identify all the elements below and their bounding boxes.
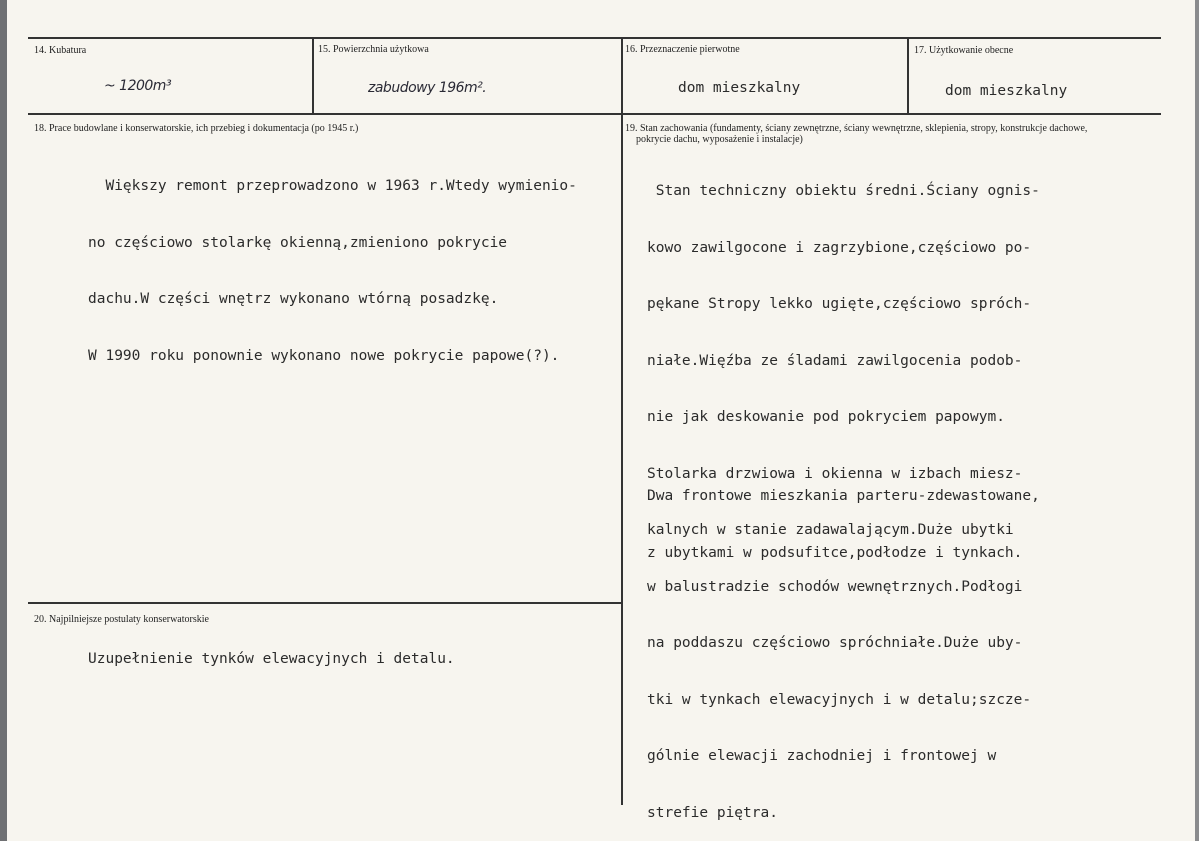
stan-label: 19. Stan zachowania (fundamenty, ściany zewnętrzne, ściany wewnętrzne, sklepienia, stropy, konstrukcje dachowe, bbox=[625, 123, 1088, 134]
text-line: Dwa frontowe mieszkania parteru-zdewastowane, bbox=[647, 488, 1040, 504]
scan-edge bbox=[1195, 0, 1199, 841]
text-line: dachu.W części wnętrz wykonano wtórną posadzkę. bbox=[88, 291, 499, 307]
divider bbox=[28, 113, 1161, 115]
text-line: nie jak deskowanie pod pokryciem papowym. bbox=[647, 409, 1005, 425]
text-line: no częściowo stolarkę okienną,zmieniono pokrycie bbox=[88, 234, 508, 251]
text-line: kalnych w stanie zadawalającym.Duże ubytki bbox=[647, 522, 1014, 538]
text-line: pękane Stropy lekko ugięte,częściowo spróch- bbox=[647, 296, 1032, 312]
powierzchnia-label: 15. Powierzchnia użytkowa bbox=[318, 44, 429, 55]
text-line: Większy remont przeprowadzono w 1963 r.Wtedy wymienio- bbox=[88, 178, 577, 194]
text-line: z ubytkami w podsufitce,podłodze i tynkach. bbox=[647, 544, 1023, 561]
postulaty-label: 20. Najpilniejsze postulaty konserwatorskie bbox=[34, 614, 209, 625]
text-line: strefie piętra. bbox=[647, 804, 778, 821]
przeznaczenie-value: dom mieszkalny bbox=[678, 80, 801, 96]
text-line: W 1990 roku ponownie wykonano nowe pokrycie papowe(?). bbox=[88, 347, 560, 364]
text-line: niałe.Więźba ze śladami zawilgocenia podob- bbox=[647, 352, 1023, 369]
text-line: tki w tynkach elewacyjnych i w detalu;szcze- bbox=[647, 691, 1032, 708]
kubatura-value: ~ 1200m³ bbox=[104, 78, 172, 94]
uzytkowanie-value: dom mieszkalny bbox=[945, 83, 1068, 99]
text-line: Stan techniczny obiektu średni.Ściany ognis- bbox=[647, 183, 1040, 199]
divider bbox=[907, 37, 909, 114]
kubatura-label: 14. Kubatura bbox=[34, 45, 87, 56]
przeznaczenie-label: 16. Przeznaczenie pierwotne bbox=[625, 44, 740, 55]
uzytkowanie-label: 17. Użytkowanie obecne bbox=[914, 45, 1014, 56]
scan-edge bbox=[0, 0, 7, 841]
divider bbox=[312, 37, 314, 114]
prace-text bbox=[88, 142, 577, 384]
text-line: Stolarka drzwiowa i okienna w izbach miesz- bbox=[647, 465, 1023, 482]
divider bbox=[28, 602, 622, 604]
text-line: w balustradzie schodów wewnętrznych.Podłogi bbox=[647, 578, 1023, 595]
stan-text-2 bbox=[647, 452, 1040, 581]
divider bbox=[621, 37, 623, 805]
text-line: na poddaszu częściowo spróchniałe.Duże uby- bbox=[647, 635, 1023, 651]
postulaty-value: Uzupełnienie tynków elewacyjnych i detalu. bbox=[88, 651, 455, 667]
stan-label-cont: pokrycie dachu, wyposażenie i instalacje) bbox=[636, 134, 803, 145]
prace-label: 18. Prace budowlane i konserwatorskie, ich przebieg i dokumentacja (po 1945 r.) bbox=[34, 123, 359, 134]
powierzchnia-value: zabudowy 196m². bbox=[368, 80, 487, 96]
text-line: gólnie elewacji zachodniej i frontowej w bbox=[647, 748, 997, 764]
text-line: kowo zawilgocone i zagrzybione,częściowo po- bbox=[647, 239, 1032, 256]
divider bbox=[28, 37, 1161, 39]
